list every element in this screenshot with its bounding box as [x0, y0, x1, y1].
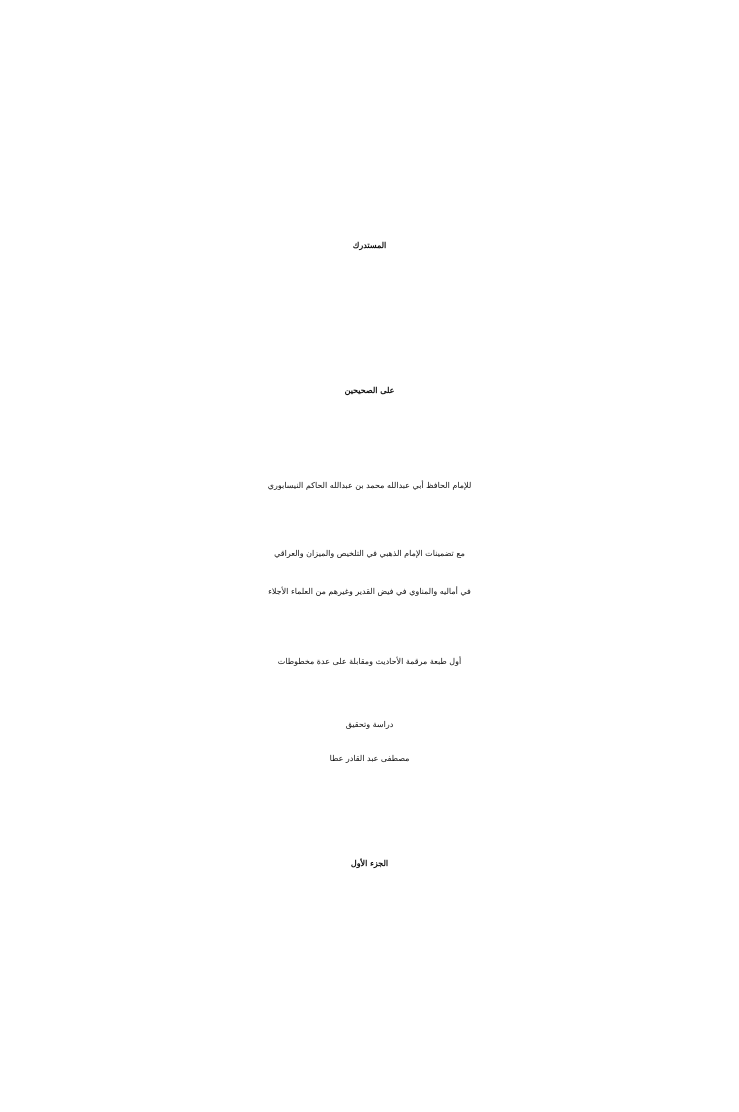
editor-name: مصطفى عبد القادر عطا: [329, 754, 410, 763]
edition-note: أول طبعة مرقمة الأحاديث ومقابلة على عدة مخطوطات: [277, 657, 462, 666]
contents-note-line-1: مع تضمينات الإمام الذهبي في التلخيص والميزان والعراقي: [274, 549, 465, 558]
author-line: للإمام الحافظ أبي عبدالله محمد بن عبدالله الحاكم النيسابوري: [267, 481, 472, 490]
study-and-verification-label: دراسة وتحقيق: [345, 720, 394, 729]
volume-label: الجزء الأول: [350, 858, 389, 868]
book-title: المستدرك: [352, 240, 387, 250]
book-subtitle: على الصحيحين: [344, 385, 395, 395]
contents-note-line-2: في أماليه والمناوي في فيض القدير وغيرهم من العلماء الأجلاء: [268, 587, 471, 596]
